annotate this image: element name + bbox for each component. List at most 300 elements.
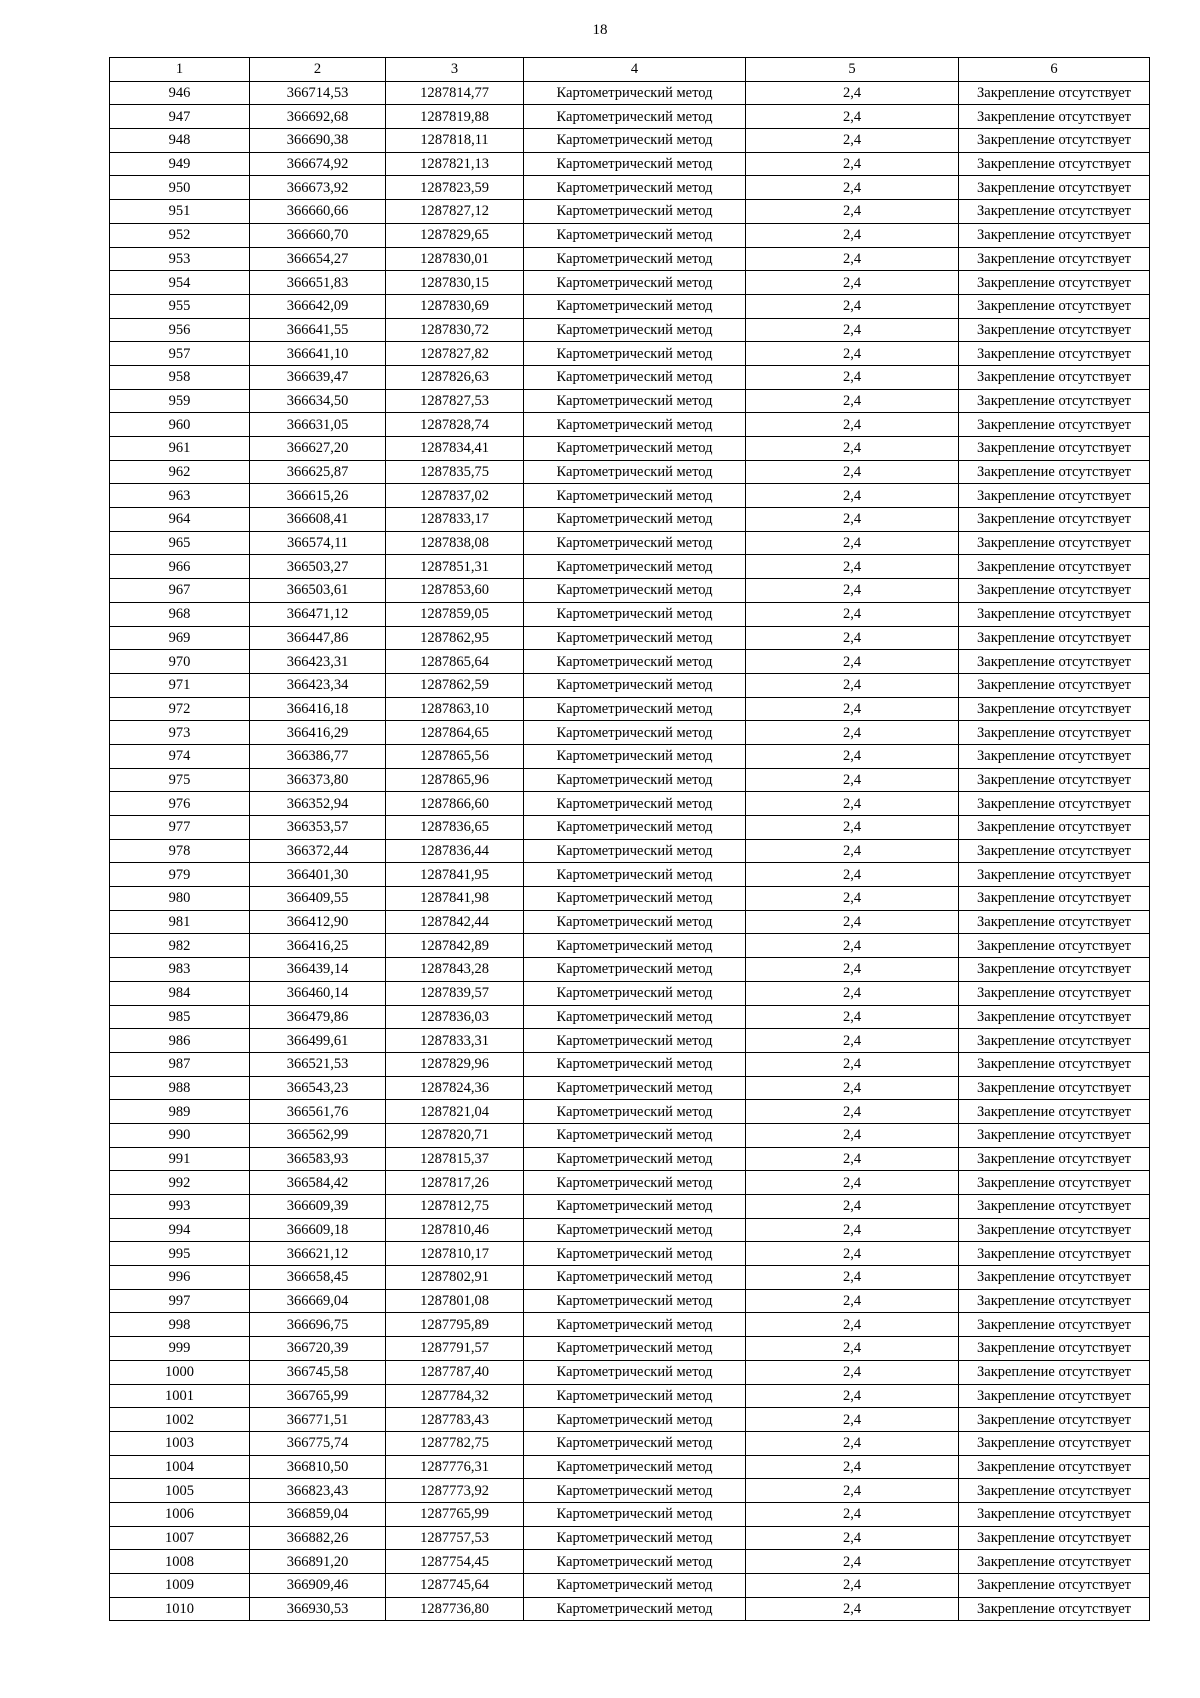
x-coordinate-cell: 366372,44 [250, 839, 386, 863]
x-coordinate-cell: 366499,61 [250, 1029, 386, 1053]
method-cell: Картометрический метод [524, 1313, 746, 1337]
accuracy-cell: 2,4 [746, 1100, 959, 1124]
point-number-cell: 983 [110, 958, 250, 982]
table-row [110, 81, 1150, 105]
accuracy-cell: 2,4 [746, 508, 959, 532]
x-coordinate-cell: 366882,26 [250, 1526, 386, 1550]
fixing-description-cell: Закрепление отсутствует [959, 531, 1150, 555]
method-cell: Картометрический метод [524, 223, 746, 247]
fixing-description-cell: Закрепление отсутствует [959, 247, 1150, 271]
x-coordinate-cell: 366658,45 [250, 1266, 386, 1290]
table-row [110, 484, 1150, 508]
x-coordinate-cell: 366810,50 [250, 1455, 386, 1479]
point-number-cell: 976 [110, 792, 250, 816]
x-coordinate-cell: 366660,66 [250, 200, 386, 224]
fixing-description-cell: Закрепление отсутствует [959, 508, 1150, 532]
y-coordinate-cell: 1287863,10 [386, 697, 524, 721]
method-cell: Картометрический метод [524, 1574, 746, 1598]
fixing-description-cell: Закрепление отсутствует [959, 437, 1150, 461]
point-number-cell: 982 [110, 934, 250, 958]
table-row [110, 910, 1150, 934]
y-coordinate-cell: 1287814,77 [386, 81, 524, 105]
method-cell: Картометрический метод [524, 650, 746, 674]
table-row [110, 460, 1150, 484]
accuracy-cell: 2,4 [746, 437, 959, 461]
y-coordinate-cell: 1287864,65 [386, 721, 524, 745]
point-number-cell: 991 [110, 1147, 250, 1171]
fixing-description-cell: Закрепление отсутствует [959, 1597, 1150, 1621]
method-cell: Картометрический метод [524, 1431, 746, 1455]
page-number: 18 [592, 22, 608, 38]
x-coordinate-cell: 366859,04 [250, 1502, 386, 1526]
table-row [110, 223, 1150, 247]
table-row [110, 1574, 1150, 1598]
fixing-description-cell: Закрепление отсутствует [959, 1550, 1150, 1574]
table-row [110, 129, 1150, 153]
x-coordinate-cell: 366521,53 [250, 1052, 386, 1076]
y-coordinate-cell: 1287827,82 [386, 342, 524, 366]
x-coordinate-cell: 366627,20 [250, 437, 386, 461]
table-row [110, 1289, 1150, 1313]
point-number-cell: 987 [110, 1052, 250, 1076]
y-coordinate-cell: 1287821,04 [386, 1100, 524, 1124]
fixing-description-cell: Закрепление отсутствует [959, 271, 1150, 295]
method-cell: Картометрический метод [524, 744, 746, 768]
y-coordinate-cell: 1287829,96 [386, 1052, 524, 1076]
column-header-5: 5 [746, 58, 959, 82]
method-cell: Картометрический метод [524, 1218, 746, 1242]
table-row [110, 342, 1150, 366]
accuracy-cell: 2,4 [746, 294, 959, 318]
table-row [110, 863, 1150, 887]
y-coordinate-cell: 1287865,64 [386, 650, 524, 674]
point-number-cell: 971 [110, 673, 250, 697]
point-number-cell: 988 [110, 1076, 250, 1100]
table-row [110, 697, 1150, 721]
y-coordinate-cell: 1287765,99 [386, 1502, 524, 1526]
method-cell: Картометрический метод [524, 1408, 746, 1432]
method-cell: Картометрический метод [524, 863, 746, 887]
fixing-description-cell: Закрепление отсутствует [959, 176, 1150, 200]
accuracy-cell: 2,4 [746, 413, 959, 437]
x-coordinate-cell: 366423,31 [250, 650, 386, 674]
accuracy-cell: 2,4 [746, 1431, 959, 1455]
fixing-description-cell: Закрепление отсутствует [959, 1147, 1150, 1171]
x-coordinate-cell: 366673,92 [250, 176, 386, 200]
table-row [110, 958, 1150, 982]
fixing-description-cell: Закрепление отсутствует [959, 460, 1150, 484]
fixing-description-cell: Закрепление отсутствует [959, 365, 1150, 389]
method-cell: Картометрический метод [524, 1076, 746, 1100]
x-coordinate-cell: 366401,30 [250, 863, 386, 887]
accuracy-cell: 2,4 [746, 839, 959, 863]
table-row [110, 1029, 1150, 1053]
fixing-description-cell: Закрепление отсутствует [959, 152, 1150, 176]
y-coordinate-cell: 1287791,57 [386, 1337, 524, 1361]
x-coordinate-cell: 366460,14 [250, 981, 386, 1005]
x-coordinate-cell: 366634,50 [250, 389, 386, 413]
y-coordinate-cell: 1287834,41 [386, 437, 524, 461]
method-cell: Картометрический метод [524, 531, 746, 555]
accuracy-cell: 2,4 [746, 697, 959, 721]
x-coordinate-cell: 366765,99 [250, 1384, 386, 1408]
accuracy-cell: 2,4 [746, 200, 959, 224]
point-number-cell: 997 [110, 1289, 250, 1313]
point-number-cell: 1003 [110, 1431, 250, 1455]
x-coordinate-cell: 366471,12 [250, 602, 386, 626]
y-coordinate-cell: 1287837,02 [386, 484, 524, 508]
method-cell: Картометрический метод [524, 887, 746, 911]
table-row [110, 531, 1150, 555]
method-cell: Картометрический метод [524, 152, 746, 176]
x-coordinate-cell: 366631,05 [250, 413, 386, 437]
x-coordinate-cell: 366352,94 [250, 792, 386, 816]
fixing-description-cell: Закрепление отсутствует [959, 129, 1150, 153]
y-coordinate-cell: 1287853,60 [386, 579, 524, 603]
y-coordinate-cell: 1287830,15 [386, 271, 524, 295]
point-number-cell: 951 [110, 200, 250, 224]
accuracy-cell: 2,4 [746, 389, 959, 413]
y-coordinate-cell: 1287745,64 [386, 1574, 524, 1598]
method-cell: Картометрический метод [524, 816, 746, 840]
x-coordinate-cell: 366654,27 [250, 247, 386, 271]
x-coordinate-cell: 366447,86 [250, 626, 386, 650]
table-row [110, 1550, 1150, 1574]
point-number-cell: 975 [110, 768, 250, 792]
y-coordinate-cell: 1287836,65 [386, 816, 524, 840]
table-row [110, 1052, 1150, 1076]
method-cell: Картометрический метод [524, 1502, 746, 1526]
x-coordinate-cell: 366373,80 [250, 768, 386, 792]
table-row [110, 1195, 1150, 1219]
method-cell: Картометрический метод [524, 271, 746, 295]
y-coordinate-cell: 1287866,60 [386, 792, 524, 816]
method-cell: Картометрический метод [524, 579, 746, 603]
method-cell: Картометрический метод [524, 721, 746, 745]
y-coordinate-cell: 1287782,75 [386, 1431, 524, 1455]
x-coordinate-cell: 366674,92 [250, 152, 386, 176]
point-number-cell: 993 [110, 1195, 250, 1219]
fixing-description-cell: Закрепление отсутствует [959, 81, 1150, 105]
accuracy-cell: 2,4 [746, 887, 959, 911]
accuracy-cell: 2,4 [746, 816, 959, 840]
table-row [110, 294, 1150, 318]
x-coordinate-cell: 366608,41 [250, 508, 386, 532]
accuracy-cell: 2,4 [746, 744, 959, 768]
table-row [110, 437, 1150, 461]
table-row [110, 673, 1150, 697]
point-number-cell: 967 [110, 579, 250, 603]
fixing-description-cell: Закрепление отсутствует [959, 1195, 1150, 1219]
table-row [110, 626, 1150, 650]
fixing-description-cell: Закрепление отсутствует [959, 887, 1150, 911]
y-coordinate-cell: 1287838,08 [386, 531, 524, 555]
method-cell: Картометрический метод [524, 981, 746, 1005]
method-cell: Картометрический метод [524, 626, 746, 650]
point-number-cell: 1005 [110, 1479, 250, 1503]
y-coordinate-cell: 1287859,05 [386, 602, 524, 626]
y-coordinate-cell: 1287821,13 [386, 152, 524, 176]
fixing-description-cell: Закрепление отсутствует [959, 294, 1150, 318]
y-coordinate-cell: 1287851,31 [386, 555, 524, 579]
x-coordinate-cell: 366625,87 [250, 460, 386, 484]
method-cell: Картометрический метод [524, 437, 746, 461]
x-coordinate-cell: 366574,11 [250, 531, 386, 555]
table-row [110, 650, 1150, 674]
point-number-cell: 949 [110, 152, 250, 176]
point-number-cell: 999 [110, 1337, 250, 1361]
accuracy-cell: 2,4 [746, 910, 959, 934]
x-coordinate-cell: 366561,76 [250, 1100, 386, 1124]
method-cell: Картометрический метод [524, 176, 746, 200]
fixing-description-cell: Закрепление отсутствует [959, 816, 1150, 840]
column-header-4: 4 [524, 58, 746, 82]
x-coordinate-cell: 366503,27 [250, 555, 386, 579]
method-cell: Картометрический метод [524, 1147, 746, 1171]
y-coordinate-cell: 1287736,80 [386, 1597, 524, 1621]
point-number-cell: 973 [110, 721, 250, 745]
y-coordinate-cell: 1287810,46 [386, 1218, 524, 1242]
table-row [110, 579, 1150, 603]
fixing-description-cell: Закрепление отсутствует [959, 1337, 1150, 1361]
accuracy-cell: 2,4 [746, 1005, 959, 1029]
table-row [110, 1005, 1150, 1029]
fixing-description-cell: Закрепление отсутствует [959, 958, 1150, 982]
point-number-cell: 980 [110, 887, 250, 911]
method-cell: Картометрический метод [524, 1100, 746, 1124]
method-cell: Картометрический метод [524, 365, 746, 389]
y-coordinate-cell: 1287784,32 [386, 1384, 524, 1408]
y-coordinate-cell: 1287820,71 [386, 1123, 524, 1147]
fixing-description-cell: Закрепление отсутствует [959, 839, 1150, 863]
accuracy-cell: 2,4 [746, 247, 959, 271]
fixing-description-cell: Закрепление отсутствует [959, 1171, 1150, 1195]
accuracy-cell: 2,4 [746, 650, 959, 674]
table-row [110, 1408, 1150, 1432]
table-row [110, 1526, 1150, 1550]
accuracy-cell: 2,4 [746, 1195, 959, 1219]
method-cell: Картометрический метод [524, 839, 746, 863]
table-row [110, 1313, 1150, 1337]
y-coordinate-cell: 1287823,59 [386, 176, 524, 200]
table-row [110, 555, 1150, 579]
method-cell: Картометрический метод [524, 413, 746, 437]
point-number-cell: 990 [110, 1123, 250, 1147]
point-number-cell: 984 [110, 981, 250, 1005]
fixing-description-cell: Закрепление отсутствует [959, 484, 1150, 508]
point-number-cell: 992 [110, 1171, 250, 1195]
x-coordinate-cell: 366583,93 [250, 1147, 386, 1171]
accuracy-cell: 2,4 [746, 271, 959, 295]
method-cell: Картометрический метод [524, 1005, 746, 1029]
point-number-cell: 970 [110, 650, 250, 674]
fixing-description-cell: Закрепление отсутствует [959, 768, 1150, 792]
x-coordinate-cell: 366584,42 [250, 1171, 386, 1195]
x-coordinate-cell: 366386,77 [250, 744, 386, 768]
accuracy-cell: 2,4 [746, 1384, 959, 1408]
table-row [110, 508, 1150, 532]
x-coordinate-cell: 366639,47 [250, 365, 386, 389]
table-row [110, 1123, 1150, 1147]
accuracy-cell: 2,4 [746, 863, 959, 887]
point-number-cell: 969 [110, 626, 250, 650]
x-coordinate-cell: 366439,14 [250, 958, 386, 982]
method-cell: Картометрический метод [524, 200, 746, 224]
accuracy-cell: 2,4 [746, 1526, 959, 1550]
accuracy-cell: 2,4 [746, 602, 959, 626]
fixing-description-cell: Закрепление отсутствует [959, 1266, 1150, 1290]
accuracy-cell: 2,4 [746, 1502, 959, 1526]
table-row [110, 602, 1150, 626]
fixing-description-cell: Закрепление отсутствует [959, 1455, 1150, 1479]
fixing-description-cell: Закрепление отсутствует [959, 223, 1150, 247]
table-row [110, 1479, 1150, 1503]
point-number-cell: 1008 [110, 1550, 250, 1574]
fixing-description-cell: Закрепление отсутствует [959, 1052, 1150, 1076]
method-cell: Картометрический метод [524, 389, 746, 413]
table-row [110, 1337, 1150, 1361]
table-row [110, 1384, 1150, 1408]
table-row [110, 721, 1150, 745]
accuracy-cell: 2,4 [746, 555, 959, 579]
accuracy-cell: 2,4 [746, 1052, 959, 1076]
y-coordinate-cell: 1287833,17 [386, 508, 524, 532]
x-coordinate-cell: 366823,43 [250, 1479, 386, 1503]
point-number-cell: 952 [110, 223, 250, 247]
fixing-description-cell: Закрепление отсутствует [959, 555, 1150, 579]
point-number-cell: 978 [110, 839, 250, 863]
x-coordinate-cell: 366669,04 [250, 1289, 386, 1313]
fixing-description-cell: Закрепление отсутствует [959, 626, 1150, 650]
table-row [110, 1218, 1150, 1242]
x-coordinate-cell: 366412,90 [250, 910, 386, 934]
point-number-cell: 1002 [110, 1408, 250, 1432]
accuracy-cell: 2,4 [746, 1337, 959, 1361]
x-coordinate-cell: 366479,86 [250, 1005, 386, 1029]
accuracy-cell: 2,4 [746, 1123, 959, 1147]
accuracy-cell: 2,4 [746, 579, 959, 603]
x-coordinate-cell: 366641,55 [250, 318, 386, 342]
method-cell: Картометрический метод [524, 508, 746, 532]
point-number-cell: 995 [110, 1242, 250, 1266]
accuracy-cell: 2,4 [746, 81, 959, 105]
table-row [110, 1171, 1150, 1195]
method-cell: Картометрический метод [524, 792, 746, 816]
table-row [110, 176, 1150, 200]
y-coordinate-cell: 1287835,75 [386, 460, 524, 484]
x-coordinate-cell: 366642,09 [250, 294, 386, 318]
fixing-description-cell: Закрепление отсутствует [959, 1360, 1150, 1384]
point-number-cell: 962 [110, 460, 250, 484]
point-number-cell: 965 [110, 531, 250, 555]
y-coordinate-cell: 1287829,65 [386, 223, 524, 247]
fixing-description-cell: Закрепление отсутствует [959, 1100, 1150, 1124]
accuracy-cell: 2,4 [746, 1218, 959, 1242]
fixing-description-cell: Закрепление отсутствует [959, 602, 1150, 626]
x-coordinate-cell: 366714,53 [250, 81, 386, 105]
fixing-description-cell: Закрепление отсутствует [959, 1313, 1150, 1337]
method-cell: Картометрический метод [524, 81, 746, 105]
accuracy-cell: 2,4 [746, 958, 959, 982]
y-coordinate-cell: 1287801,08 [386, 1289, 524, 1313]
method-cell: Картометрический метод [524, 247, 746, 271]
fixing-description-cell: Закрепление отсутствует [959, 389, 1150, 413]
method-cell: Картометрический метод [524, 1171, 746, 1195]
accuracy-cell: 2,4 [746, 792, 959, 816]
y-coordinate-cell: 1287862,59 [386, 673, 524, 697]
accuracy-cell: 2,4 [746, 1550, 959, 1574]
fixing-description-cell: Закрепление отсутствует [959, 863, 1150, 887]
accuracy-cell: 2,4 [746, 1313, 959, 1337]
point-number-cell: 959 [110, 389, 250, 413]
x-coordinate-cell: 366615,26 [250, 484, 386, 508]
x-coordinate-cell: 366543,23 [250, 1076, 386, 1100]
accuracy-cell: 2,4 [746, 721, 959, 745]
method-cell: Картометрический метод [524, 958, 746, 982]
fixing-description-cell: Закрепление отсутствует [959, 934, 1150, 958]
accuracy-cell: 2,4 [746, 1266, 959, 1290]
y-coordinate-cell: 1287841,95 [386, 863, 524, 887]
point-number-cell: 956 [110, 318, 250, 342]
x-coordinate-cell: 366416,25 [250, 934, 386, 958]
point-number-cell: 963 [110, 484, 250, 508]
y-coordinate-cell: 1287843,28 [386, 958, 524, 982]
method-cell: Картометрический метод [524, 1479, 746, 1503]
point-number-cell: 947 [110, 105, 250, 129]
y-coordinate-cell: 1287830,01 [386, 247, 524, 271]
accuracy-cell: 2,4 [746, 1242, 959, 1266]
fixing-description-cell: Закрепление отсутствует [959, 1431, 1150, 1455]
table-row [110, 1242, 1150, 1266]
fixing-description-cell: Закрепление отсутствует [959, 1242, 1150, 1266]
table-row [110, 413, 1150, 437]
method-cell: Картометрический метод [524, 1029, 746, 1053]
point-number-cell: 964 [110, 508, 250, 532]
y-coordinate-cell: 1287839,57 [386, 981, 524, 1005]
table-row [110, 792, 1150, 816]
method-cell: Картометрический метод [524, 294, 746, 318]
table-row [110, 1431, 1150, 1455]
y-coordinate-cell: 1287836,03 [386, 1005, 524, 1029]
fixing-description-cell: Закрепление отсутствует [959, 1005, 1150, 1029]
x-coordinate-cell: 366775,74 [250, 1431, 386, 1455]
y-coordinate-cell: 1287754,45 [386, 1550, 524, 1574]
table-row [110, 816, 1150, 840]
accuracy-cell: 2,4 [746, 1574, 959, 1598]
fixing-description-cell: Закрепление отсутствует [959, 1289, 1150, 1313]
coordinates-table [109, 57, 1150, 1621]
column-header-3: 3 [386, 58, 524, 82]
x-coordinate-cell: 366423,34 [250, 673, 386, 697]
method-cell: Картометрический метод [524, 555, 746, 579]
accuracy-cell: 2,4 [746, 342, 959, 366]
accuracy-cell: 2,4 [746, 460, 959, 484]
accuracy-cell: 2,4 [746, 152, 959, 176]
y-coordinate-cell: 1287833,31 [386, 1029, 524, 1053]
point-number-cell: 981 [110, 910, 250, 934]
fixing-description-cell: Закрепление отсутствует [959, 318, 1150, 342]
y-coordinate-cell: 1287795,89 [386, 1313, 524, 1337]
table-header-row [110, 58, 1150, 82]
x-coordinate-cell: 366696,75 [250, 1313, 386, 1337]
point-number-cell: 996 [110, 1266, 250, 1290]
accuracy-cell: 2,4 [746, 1360, 959, 1384]
method-cell: Картометрический метод [524, 1266, 746, 1290]
point-number-cell: 953 [110, 247, 250, 271]
accuracy-cell: 2,4 [746, 673, 959, 697]
x-coordinate-cell: 366771,51 [250, 1408, 386, 1432]
accuracy-cell: 2,4 [746, 531, 959, 555]
